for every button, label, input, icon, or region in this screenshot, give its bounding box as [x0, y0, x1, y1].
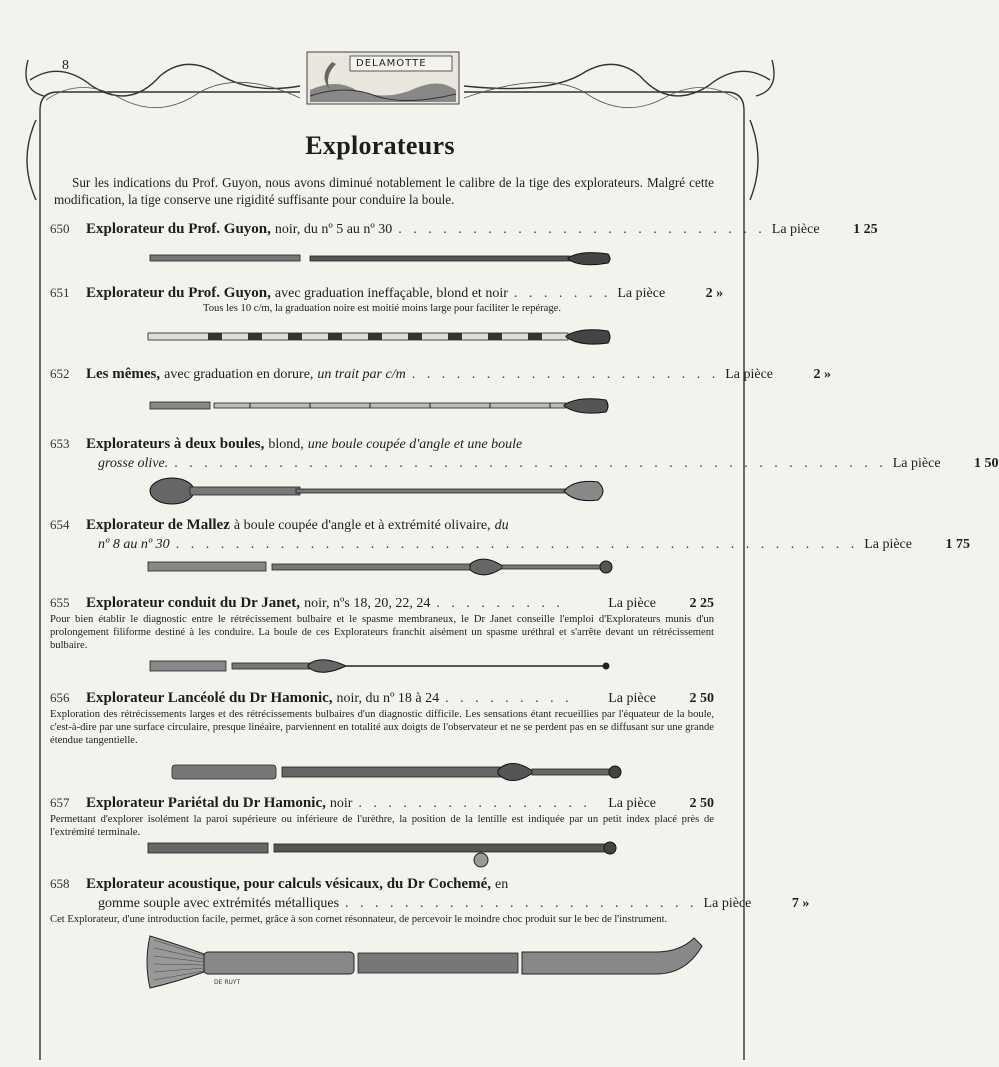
- leader-dots: . . . . . . . . . . . . . . . .: [358, 796, 591, 811]
- entry-description: avec graduation ineffaçable, blond et noir: [274, 286, 508, 301]
- entry-number: 652: [50, 366, 70, 381]
- price-label: La pièce: [771, 222, 820, 237]
- leader-dots: . . . . . . .: [513, 286, 612, 301]
- intro-paragraph: Sur les indications du Prof. Guyon, nous avons diminué notablement le calibre de la tige des explorateurs. Malgré cette modification, la tige conserve une rigidité suffisante pour conduire la boule.: [54, 175, 714, 207]
- entry-price: 1 25: [853, 222, 878, 237]
- entry-number: 657: [50, 795, 70, 810]
- entry-description-italic: du: [494, 518, 509, 533]
- entry-description: avec graduation en dorure,: [164, 367, 314, 382]
- entry-name: Les mêmes,: [86, 366, 161, 382]
- entry-note: Permettant d'explorer isolément la paroi supérieure ou inférieure de l'urèthre, la position de la lentille est indiquée par un petit index placé près de l'extrémité terminale.: [50, 814, 714, 838]
- entry-number: 658: [50, 876, 70, 891]
- entry-description: noir, nºs 18, 20, 22, 24: [304, 596, 431, 611]
- entry-note: Tous les 10 c/m, la graduation noire est moitié moins large pour faciliter le repérage.: [203, 303, 561, 314]
- entry-description: blond,: [268, 437, 304, 452]
- entry-price: 1 75: [945, 537, 970, 552]
- page-title: Explorateurs: [305, 131, 455, 160]
- entry-653: [50, 434, 999, 473]
- entry-price: 2 »: [813, 367, 831, 382]
- leader-dots: . . . . . . . . . . . . . . . . . . . . . . . .: [345, 896, 698, 911]
- entry-name: Explorateur acoustique, pour calculs vésicaux, du Dr Cochemé,: [86, 876, 492, 892]
- price-label: La pièce: [608, 796, 656, 811]
- price-label: La pièce: [617, 286, 666, 301]
- entry-number: 650: [50, 221, 70, 236]
- instrument-656: [172, 756, 624, 790]
- entry-number: 654: [50, 517, 70, 532]
- entry-658: [50, 874, 810, 926]
- leader-dots: . . . . . . . . . . . . . . . . . . . . . . . . . . . . . . . . . . . . . . . . . . . . . .: [175, 537, 859, 552]
- price-label: La pièce: [725, 367, 773, 382]
- entry-note: Pour bien établir le diagnostic entre le rétrécissement bulbaire et le spasme membraneux, le Dr Janet conseille l'emploi d'Explorateurs munis d'un prolongement filiforme destiné à les conduire. La boule de ces Explorateurs franchit aisément un spasme uréthral et s'arrête devant un rétrécissement bulbaire.: [50, 614, 714, 651]
- entry-654: [50, 515, 970, 554]
- entry-name: Explorateur Pariétal du Dr Hamonic,: [86, 795, 326, 811]
- engraver-signature: DE RUYT: [214, 979, 241, 986]
- instrument-654: [148, 553, 614, 583]
- price-label: La pièce: [608, 691, 656, 706]
- entry-continuation: gomme souple avec extrémités métalliques: [98, 896, 340, 911]
- entry-continuation: grosse olive.: [98, 456, 169, 471]
- price-label: La pièce: [892, 456, 941, 471]
- instrument-651: [148, 325, 612, 349]
- entry-price: 2 25: [689, 596, 714, 611]
- entry-description-italic: un trait par c/m: [317, 367, 406, 382]
- entry-name: Explorateur de Mallez: [86, 517, 230, 533]
- instrument-655: [150, 652, 614, 682]
- entry-name: Explorateur du Prof. Guyon,: [86, 285, 271, 301]
- entry-name: Explorateur conduit du Dr Janet,: [86, 595, 301, 611]
- leader-dots: . . . . . . . . . . . . . . . . . . . . . . . . . . . . . . . . . . . . . . . . . . . . . . . .: [174, 456, 887, 471]
- entry-650: [50, 219, 878, 239]
- logo-text: DELAMOTTE: [356, 58, 427, 69]
- entry-note: Cet Explorateur, d'une introduction facile, permet, grâce à son cornet résonnateur, de percevoir le moindre choc produit sur le bec de l'instrument.: [50, 914, 668, 925]
- entry-note: Exploration des rétrécissements larges et des rétrécissements bulbaires d'un diagnostic difficile. Les sensations étant recueillies par l'équateur de la boule, c'est-à-dire par une surface circulaire, presque linéaire, parviennent en totalité aux doigts de l'observateur et ne se perdent pas en se diffusant sur une grande étendue tangentielle.: [50, 709, 714, 746]
- entry-number: 653: [50, 436, 70, 451]
- instrument-652: [150, 394, 610, 418]
- entry-description: à boule coupée d'angle et à extrémité olivaire,: [233, 518, 491, 533]
- price-label: La pièce: [608, 596, 656, 611]
- leader-dots: . . . . . . . . . . . . . . . . . . . . . . . . .: [398, 222, 766, 237]
- entry-656: [50, 688, 714, 747]
- entry-description: noir, du nº 5 au nº 30: [274, 222, 393, 237]
- instrument-650: [150, 248, 610, 270]
- entry-price: 2 50: [689, 691, 714, 706]
- entry-name: Explorateurs à deux boules,: [86, 436, 265, 452]
- entry-description-italic: une boule coupée d'angle et une boule: [307, 437, 523, 452]
- entry-number: 651: [50, 285, 70, 300]
- instrument-653: [150, 474, 610, 508]
- entry-652: [50, 364, 831, 384]
- leader-dots: . . . . . . . . . . . . . . . . . . . . .: [411, 367, 720, 382]
- entry-655: [50, 593, 714, 652]
- entry-price: 2 »: [705, 286, 724, 301]
- price-label: La pièce: [864, 537, 912, 552]
- entry-description: noir: [329, 796, 353, 811]
- page-number: 8: [62, 58, 69, 73]
- entry-number: 656: [50, 690, 70, 705]
- entry-price: 1 50: [974, 456, 999, 471]
- entry-number: 655: [50, 595, 70, 610]
- entry-price: 7 »: [791, 896, 810, 911]
- entry-description: en: [495, 877, 509, 892]
- entry-price: 2 50: [689, 796, 714, 811]
- leader-dots: . . . . . . . . .: [436, 596, 564, 611]
- entry-name: Explorateur du Prof. Guyon,: [86, 221, 271, 237]
- instrument-657: [148, 838, 618, 868]
- entry-657: [50, 793, 714, 839]
- price-label: La pièce: [703, 896, 752, 911]
- entry-name: Explorateur Lancéolé du Dr Hamonic,: [86, 690, 333, 706]
- entry-description: noir, du nº 18 à 24: [336, 691, 440, 706]
- entry-651: [50, 283, 724, 314]
- entry-continuation: nº 8 au nº 30: [98, 537, 170, 552]
- leader-dots: . . . . . . . . .: [445, 691, 573, 706]
